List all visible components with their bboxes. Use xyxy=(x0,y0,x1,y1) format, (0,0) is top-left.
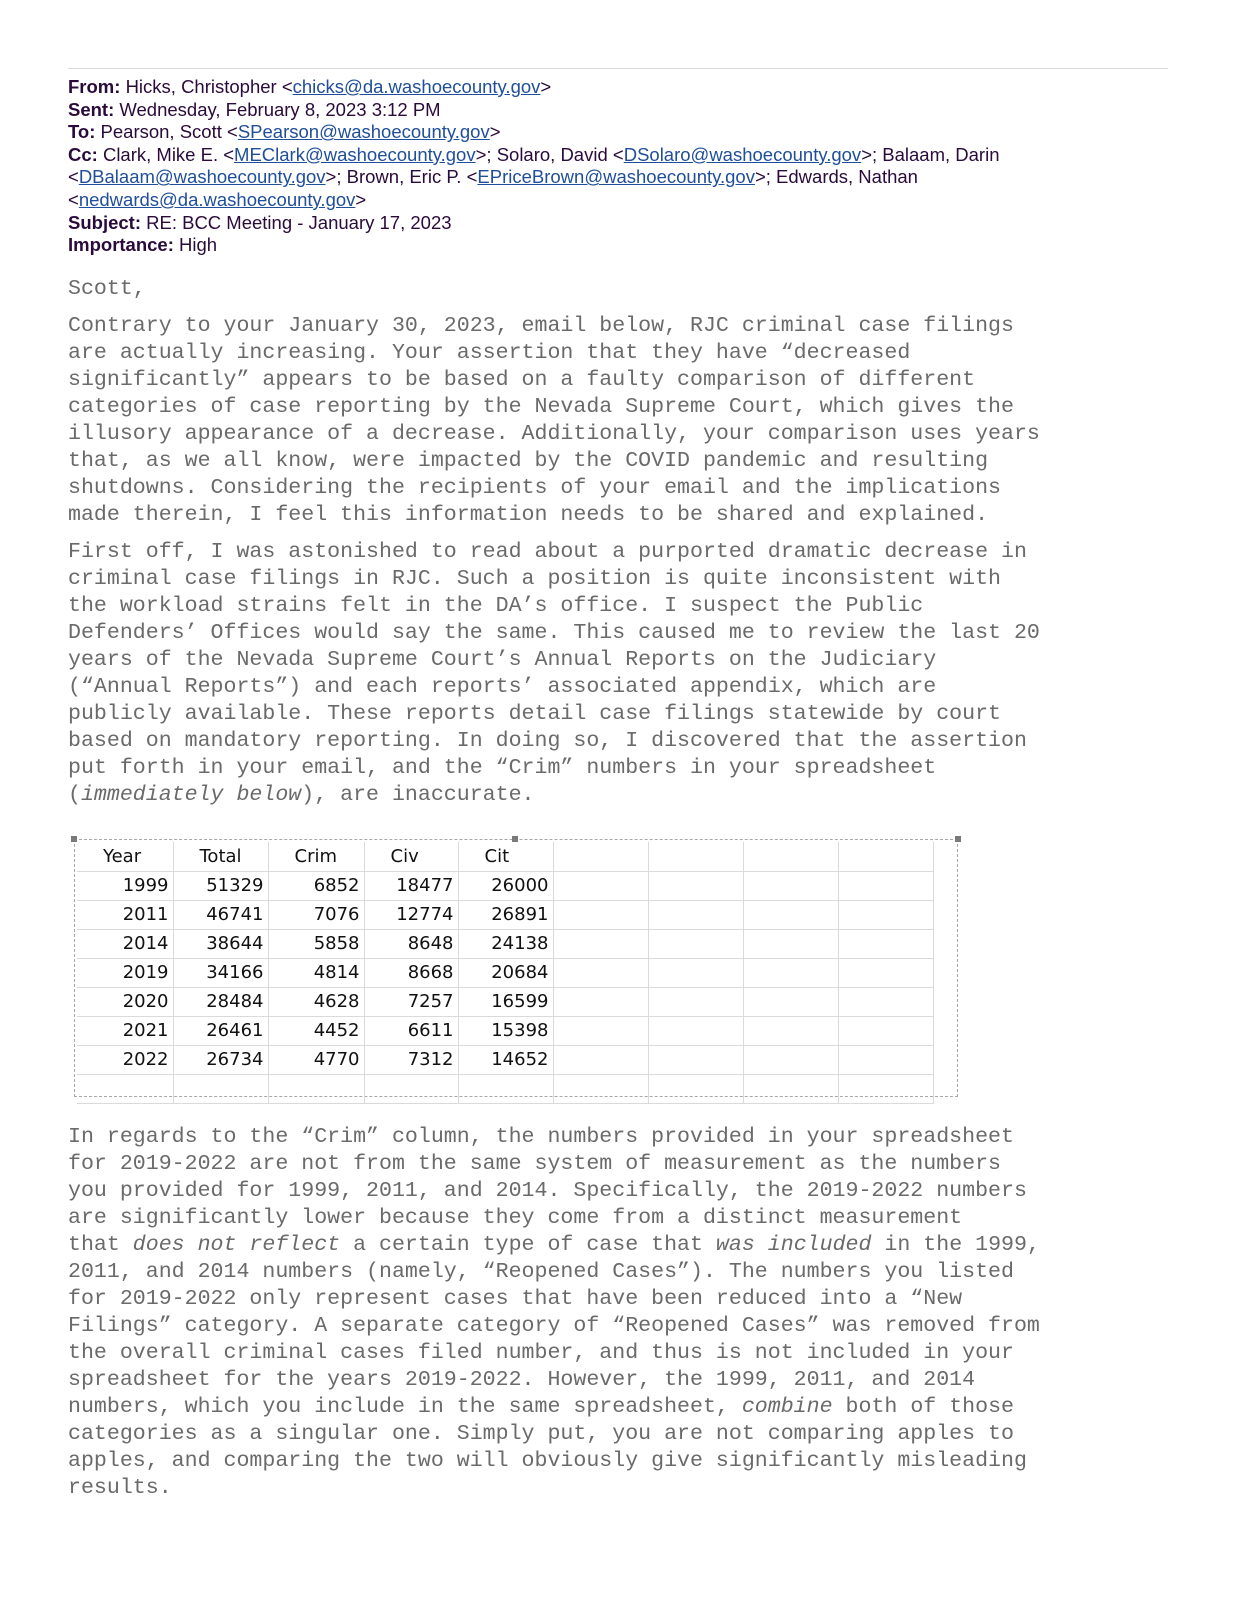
cc-edwards-email-link[interactable]: nedwards@da.washoecounty.gov xyxy=(78,188,356,210)
sent-line: Sent: Wednesday, February 8, 2023 3:12 PM xyxy=(68,98,441,120)
header-crim: Crim xyxy=(268,842,364,871)
to-email-link[interactable]: SPearson@washoecounty.gov xyxy=(237,121,490,143)
paragraph-3: In regards to the “Crim” column, the numbers provided in your spreadsheet for 2019-2022 are not from the same system of measurement as the numbers you provided for 1999, 2011, and 2014. Specifically, the 2019-2022 numbers are significantly lower because they come from a distinct measurement that does not reflect a certain type of case that was included in the 1999, 2011, and 2014 numbers (namely, “Reopened Cases”). The numbers you listed for 2019-2022 only represent cases that have been reduced into a “New Filings” category. A separate category of “Reopened Cases” was removed from the overall criminal cases filed number, and thus is not included in your spreadsheet for the years 2019-2022. However, the 1999, 2011, and 2014 numbers, which you include in the same spreadsheet, combine both of those categories as a singular one. Simply put, you are not comparing apples to apples, and comparing the two will obviously give significantly misleading results. xyxy=(68,1125,1040,1500)
table-row: 1999 51329 6852 18477 26000 xyxy=(77,871,933,900)
to-line: To: Pearson, Scott <SPearson@washoecounty.gov> xyxy=(68,121,501,143)
header-year: Year xyxy=(77,842,173,871)
pasted-spreadsheet xyxy=(74,839,958,1097)
case-filings-table xyxy=(77,842,934,1104)
paragraph-1: Contrary to your January 30, 2023, email below, RJC criminal case filings are actually increasing. Your assertion that they have “decreased significantly” appears to be based on a faulty comparison of different categories of case reporting by the Nevada Supreme Court, which gives the illusory appearance of a decrease. Additionally, your comparison uses years that, as we all know, were impacted by the COVID pandemic and resulting shutdowns. Considering the recipients of your email and the implications made therein, I feel this information needs to be shared and explained. xyxy=(68,314,1040,527)
table-row: 2021 26461 4452 6611 15398 xyxy=(77,1016,933,1045)
table-row: 2019 34166 4814 8668 20684 xyxy=(77,958,933,987)
header-cit: Cit xyxy=(458,842,553,871)
cc-line-3: <nedwards@da.washoecounty.gov> xyxy=(68,188,367,210)
cc-line: Cc: Clark, Mike E. <MEClark@washoecounty.gov>; Solaro, David <DSolaro@washoecounty.gov>; Balaam, Darin xyxy=(68,143,1000,165)
header-total: Total xyxy=(173,842,268,871)
cc-clark-email-link[interactable]: MEClark@washoecounty.gov xyxy=(234,143,476,165)
table-row: 2022 26734 4770 7312 14652 xyxy=(77,1045,933,1074)
table-row: 2014 38644 5858 8648 24138 xyxy=(77,929,933,958)
importance-line: Importance: High xyxy=(68,234,218,256)
cc-line-2: <DBalaam@washoecounty.gov>; Brown, Eric P. <EPriceBrown@washoecounty.gov>; Edwards, Nathan xyxy=(68,166,918,188)
table-row: 2011 46741 7076 12774 26891 xyxy=(77,900,933,929)
cc-balaam-email-link[interactable]: DBalaam@washoecounty.gov xyxy=(78,166,326,188)
cc-brown-email-link[interactable]: EPriceBrown@washoecounty.gov xyxy=(477,166,755,188)
greeting: Scott, xyxy=(68,277,146,301)
from-email-link[interactable]: chicks@da.washoecounty.gov xyxy=(292,76,541,97)
table-header-row xyxy=(77,842,933,871)
from-line: From: Hicks, Christopher <chicks@da.washoecounty.gov> xyxy=(68,76,552,97)
header-civ: Civ xyxy=(364,842,458,871)
subject-line: Subject: RE: BCC Meeting - January 17, 2023 xyxy=(68,211,452,233)
header-divider xyxy=(68,68,1168,69)
resize-handle-top-right[interactable] xyxy=(955,836,961,842)
paragraph-2: First off, I was astonished to read about a purported dramatic decrease in criminal case filings in RJC. Such a position is quite inconsistent with the workload strains felt in the DA’s office. I suspect the Public Defenders’ Offices would say the same. This caused me to review the last 20 years of the Nevada Supreme Court’s Annual Reports on the Judiciary (“Annual Reports”) and each reports’ associated appendix, which are publicly available. These reports detail case filings statewide by court based on mandatory reporting. In doing so, I discovered that the assertion put forth in your email, and the “Crim” numbers in your spreadsheet (immediately below), are inaccurate. xyxy=(68,540,1040,807)
cc-solaro-email-link[interactable]: DSolaro@washoecounty.gov xyxy=(623,143,862,165)
email-header xyxy=(68,76,1168,257)
table-empty-row xyxy=(77,1074,933,1103)
table-row: 2020 28484 4628 7257 16599 xyxy=(77,987,933,1016)
